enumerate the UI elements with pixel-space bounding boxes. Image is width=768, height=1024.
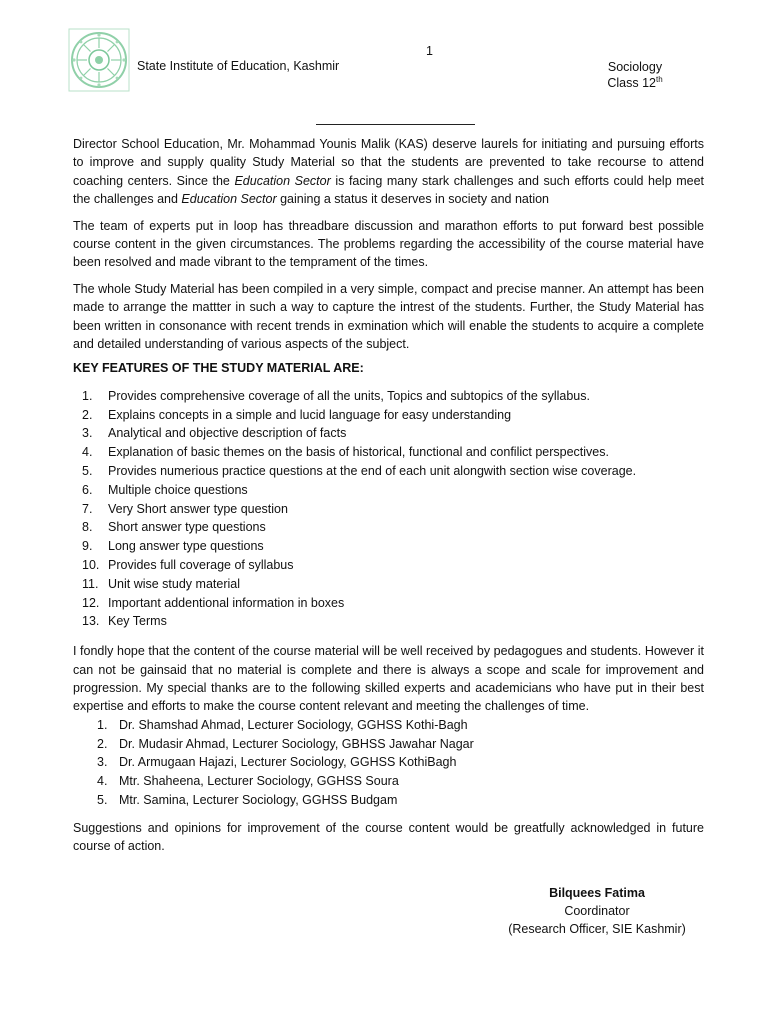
- class-label: [590, 75, 680, 91]
- list-item-number: 1.: [97, 717, 108, 732]
- p1-text-c: gaining a status it deserves in society and nation: [276, 192, 550, 207]
- list-item-text: Important addentional information in boxes: [108, 595, 345, 610]
- list-item: [73, 556, 704, 575]
- class-text: Class 12: [607, 76, 656, 90]
- list-item: [73, 575, 704, 594]
- list-item-number: 10.: [82, 558, 100, 573]
- list-item-text: Mtr. Samina, Lecturer Sociology, GGHSS Budgam: [119, 793, 398, 808]
- list-item-text: Unit wise study material: [108, 576, 240, 591]
- list-item-text: Dr. Armugaan Hajazi, Lecturer Sociology, GGHSS KothiBagh: [119, 755, 457, 770]
- list-item-number: 2.: [97, 736, 108, 751]
- p1-emphasis-a: Education Sector: [234, 173, 331, 188]
- p1-text-b: is facing many stark challenges and such efforts could help meet the challenges and: [73, 173, 705, 207]
- paragraph-suggestions: Suggestions and opinions for improvement of the course content would be greatfully acknowledged in future course of action.: [73, 820, 704, 854]
- paragraph-intro: [73, 135, 704, 209]
- list-item-text: Multiple choice questions: [108, 482, 248, 497]
- list-item-number: 3.: [97, 755, 108, 770]
- page-number: 1: [426, 44, 433, 58]
- list-item: [73, 443, 704, 462]
- list-item-text: Very Short answer type question: [108, 501, 288, 516]
- list-item-number: 13.: [82, 614, 100, 629]
- signatory-name: Bilquees Fatima: [549, 886, 645, 900]
- header-divider: [316, 124, 475, 125]
- experts-list: [73, 716, 704, 810]
- signature-block: [500, 884, 694, 938]
- list-item-number: 7.: [82, 501, 93, 516]
- list-item: [73, 518, 704, 537]
- list-item: [73, 791, 704, 810]
- list-item-text: Dr. Shamshad Ahmad, Lecturer Sociology, GGHSS Kothi-Bagh: [119, 717, 468, 732]
- signatory-office: (Research Officer, SIE Kashmir): [508, 922, 686, 936]
- list-item-number: 12.: [82, 595, 100, 610]
- sie-emblem-logo: [68, 28, 130, 92]
- list-item-text: Mtr. Shaheena, Lecturer Sociology, GGHSS Soura: [119, 774, 399, 789]
- list-item-text: Explains concepts in a simple and lucid language for easy understanding: [108, 407, 512, 422]
- list-item-number: 4.: [97, 774, 108, 789]
- list-item-number: 3.: [82, 426, 93, 441]
- document-body: [73, 135, 704, 856]
- list-item: [73, 753, 704, 772]
- signatory-role: Coordinator: [564, 904, 630, 918]
- list-item: [73, 481, 704, 500]
- subject-class-block: [590, 59, 680, 91]
- list-item-text: Provides comprehensive coverage of all the units, Topics and subtopics of the syllabus.: [108, 388, 590, 403]
- paragraph-thanks: I fondly hope that the content of the course material will be well received by pedagogues and students. However it can not be gainsaid that no material is complete and there is always a scope and scale for improvement and progression. My special thanks are to the following skilled experts and academicians who have put in their best expertise and efforts to make the course content relevant and meeting the challenges of time.: [73, 644, 704, 714]
- list-item-number: 5.: [97, 793, 108, 808]
- list-item: [73, 772, 704, 791]
- list-item-number: 4.: [82, 445, 93, 460]
- paragraph-team: The team of experts put in loop has threadbare discussion and marathon efforts to put forward best possible course content in the given circumstances. The problems regarding the accessibility of the course material have been resolved and made vibrant to the temprament of the times.: [73, 218, 704, 270]
- list-item: [73, 500, 704, 519]
- list-item: [73, 716, 704, 735]
- list-item-number: 2.: [82, 407, 93, 422]
- list-item-text: Analytical and objective description of facts: [108, 426, 347, 441]
- p1-text-a: Director School Education, Mr. Mohammad Younis Malik (KAS) deserve laurels for initiating and pursuing efforts to improve and supply quality Study Material so that the students are prevented to take recourse to attend coaching centers. Since the: [73, 137, 704, 188]
- list-item-number: 1.: [82, 388, 93, 403]
- list-item-text: Provides numerious practice questions at the end of each unit alongwith section wise coverage.: [108, 464, 637, 479]
- list-item: [73, 387, 704, 406]
- class-superscript: th: [655, 75, 663, 84]
- features-heading: KEY FEATURES OF THE STUDY MATERIAL ARE:: [73, 361, 364, 376]
- list-item-text: Provides full coverage of syllabus: [108, 558, 294, 573]
- list-item-text: Long answer type questions: [108, 539, 264, 554]
- list-item: [73, 424, 704, 443]
- list-item-number: 9.: [82, 539, 93, 554]
- list-item-number: 5.: [82, 464, 93, 479]
- list-item: [73, 406, 704, 425]
- list-item-text: Dr. Mudasir Ahmad, Lecturer Sociology, GBHSS Jawahar Nagar: [119, 736, 474, 751]
- list-item-text: Short answer type questions: [108, 520, 266, 535]
- list-item-number: 8.: [82, 520, 93, 535]
- list-item: [73, 537, 704, 556]
- list-item: [73, 735, 704, 754]
- list-item: [73, 462, 704, 481]
- list-item-text: Key Terms: [108, 614, 167, 629]
- p1-emphasis-b: Education Sector: [181, 192, 277, 207]
- institute-name: State Institute of Education, Kashmir: [137, 59, 340, 73]
- list-item-number: 6.: [82, 482, 93, 497]
- paragraph-study-material: The whole Study Material has been compiled in a very simple, compact and precise manner. An attempt has been made to arrange the mattter in such a way to capture the intrest of the students. Further, the Study Material has been written in consonance with recent trends in exmination which will enable the students to acquire a complete and detailed understanding of various aspects of the subject.: [73, 281, 704, 352]
- subject-name: Sociology: [607, 60, 663, 74]
- list-item: [73, 594, 704, 613]
- list-item-number: 11.: [82, 576, 99, 591]
- list-item: [73, 612, 704, 631]
- list-item-text: Explanation of basic themes on the basis of historical, functional and confilict perspectives.: [108, 445, 609, 460]
- features-list: [73, 387, 704, 631]
